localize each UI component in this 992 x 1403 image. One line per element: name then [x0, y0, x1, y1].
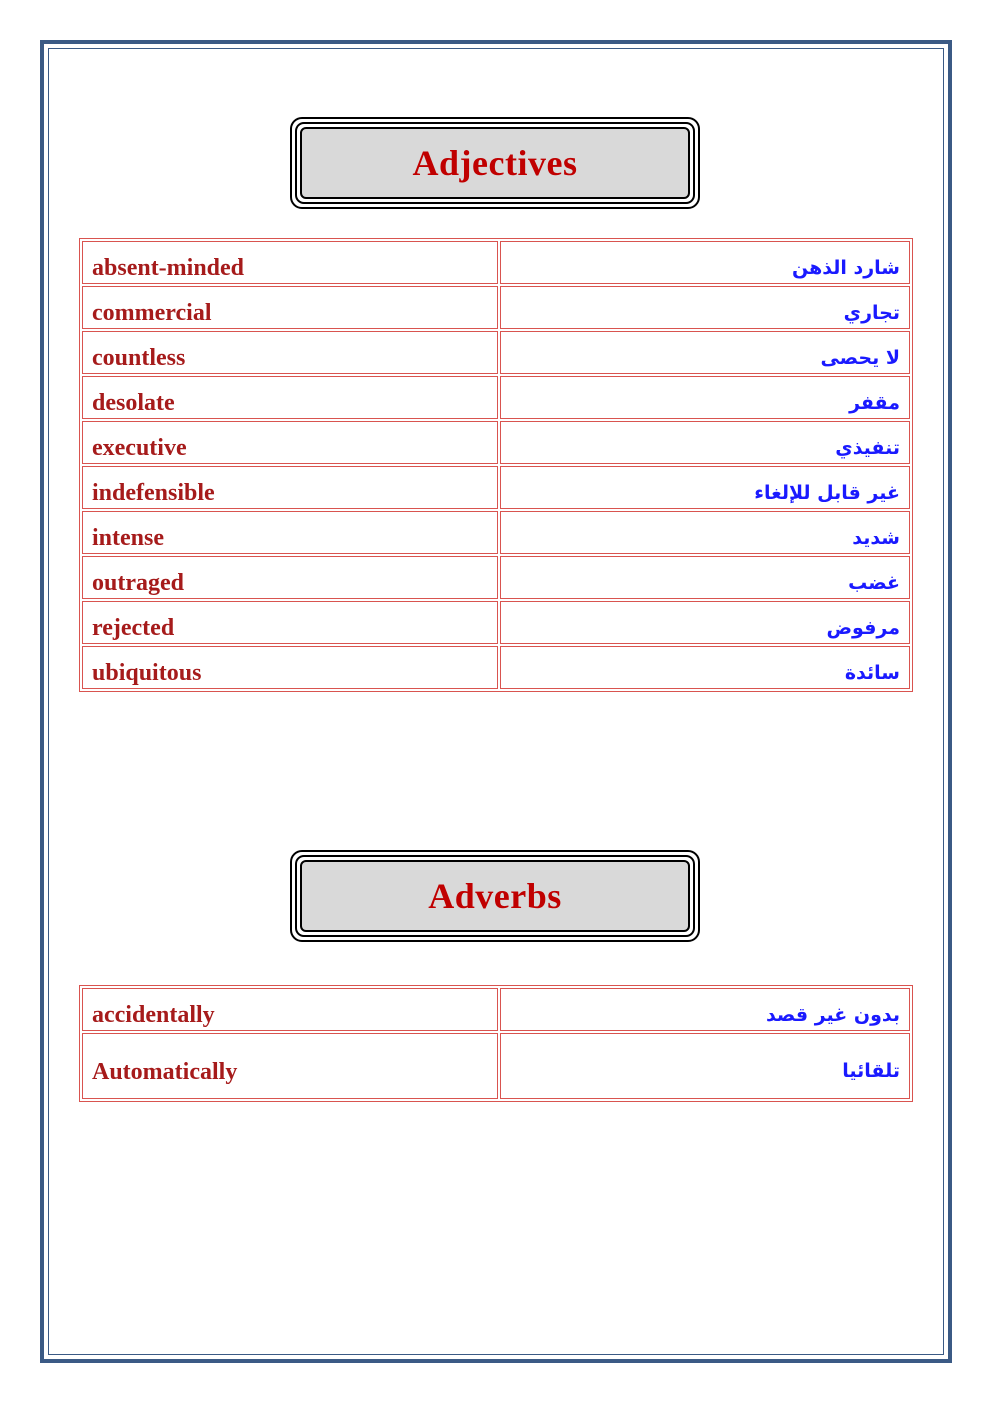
- adverbs-table: [79, 985, 913, 1102]
- table-row: [82, 241, 910, 284]
- table-row: [82, 988, 910, 1031]
- arabic-meaning: مقفر: [500, 376, 910, 419]
- table-row: [82, 646, 910, 689]
- english-word: countless: [82, 331, 498, 374]
- english-word: absent-minded: [82, 241, 498, 284]
- table-row: [82, 511, 910, 554]
- english-word: accidentally: [82, 988, 498, 1031]
- english-word: executive: [82, 421, 498, 464]
- english-word: Automatically: [82, 1033, 498, 1099]
- arabic-meaning: غضب: [500, 556, 910, 599]
- table-row: [82, 376, 910, 419]
- english-word: outraged: [82, 556, 498, 599]
- table-row: [82, 1033, 910, 1099]
- table-row: [82, 286, 910, 329]
- arabic-meaning: لا يحصى: [500, 331, 910, 374]
- arabic-meaning: شديد: [500, 511, 910, 554]
- arabic-meaning: غير قابل للإلغاء: [500, 466, 910, 509]
- arabic-meaning: مرفوض: [500, 601, 910, 644]
- adverbs-heading-box: [290, 850, 700, 942]
- table-row: [82, 331, 910, 374]
- table-row: [82, 556, 910, 599]
- adjectives-heading-ring: [295, 122, 695, 204]
- arabic-meaning: سائدة: [500, 646, 910, 689]
- english-word: ubiquitous: [82, 646, 498, 689]
- english-word: rejected: [82, 601, 498, 644]
- english-word: intense: [82, 511, 498, 554]
- adverbs-title: Adverbs: [428, 876, 562, 916]
- arabic-meaning: تنفيذي: [500, 421, 910, 464]
- table-row: [82, 421, 910, 464]
- adverbs-heading-fill: [300, 860, 690, 932]
- adjectives-title: Adjectives: [412, 143, 578, 183]
- english-word: commercial: [82, 286, 498, 329]
- arabic-meaning: شارد الذهن: [500, 241, 910, 284]
- table-row: [82, 466, 910, 509]
- arabic-meaning: بدون غير قصد: [500, 988, 910, 1031]
- arabic-meaning: تلقائيا: [500, 1033, 910, 1099]
- adjectives-table: [79, 238, 913, 692]
- english-word: desolate: [82, 376, 498, 419]
- adjectives-heading-fill: [300, 127, 690, 199]
- arabic-meaning: تجاري: [500, 286, 910, 329]
- adverbs-heading-ring: [295, 855, 695, 937]
- table-row: [82, 601, 910, 644]
- english-word: indefensible: [82, 466, 498, 509]
- adjectives-heading-box: [290, 117, 700, 209]
